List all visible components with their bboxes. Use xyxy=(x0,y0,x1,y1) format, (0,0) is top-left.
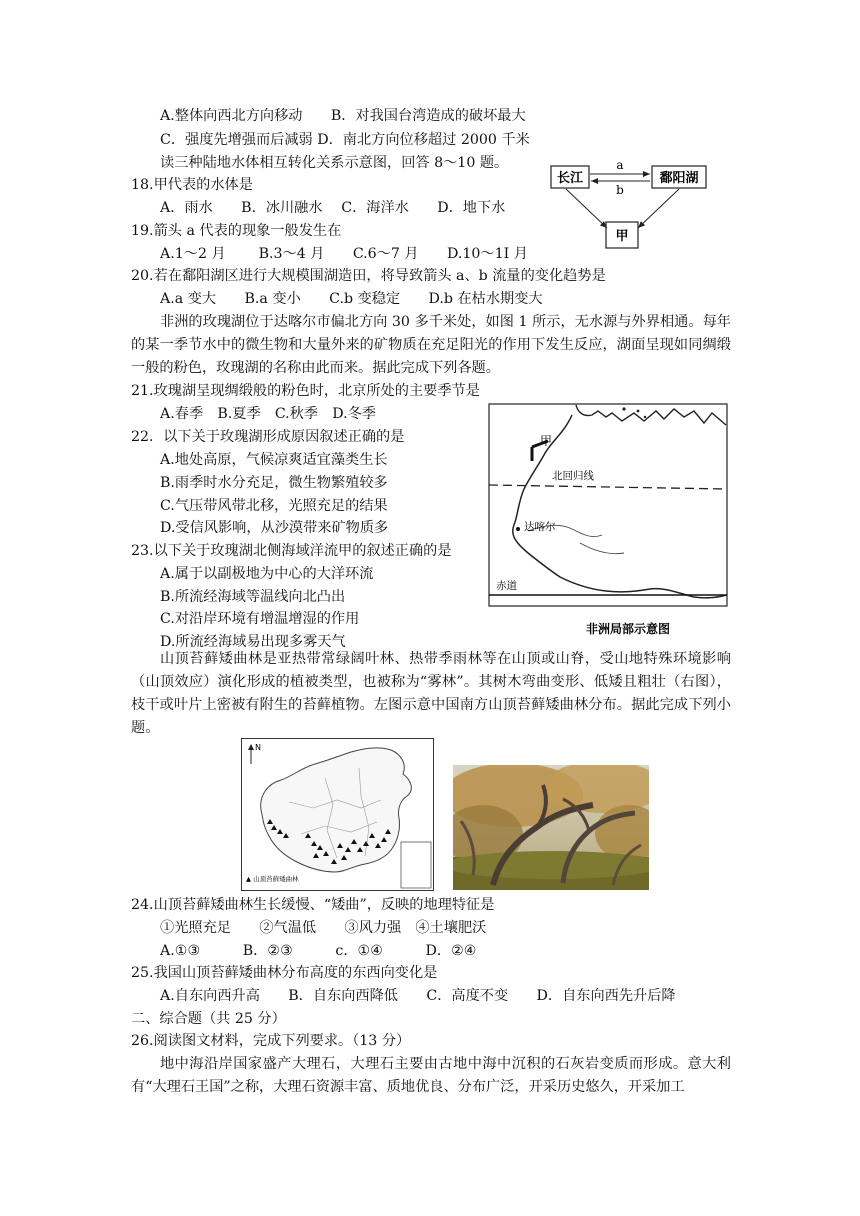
q26-stem: 26.阅读图文材料，完成下列要求。（13 分） xyxy=(131,1033,411,1049)
arrow-jia-right xyxy=(638,189,679,228)
africa-partial-map xyxy=(488,403,728,641)
north-arrow-label: N xyxy=(255,743,261,752)
q17-options-line1: A.整体向西北方向移动 B．对我国台湾造成的破坏最大 xyxy=(160,108,526,124)
q25-options: A.自东向西升高 B．自东向西降低 C．高度不变 D．自东向西先升后降 xyxy=(160,988,676,1004)
q23-option-d: D.所流经海域易出现多雾天气 xyxy=(160,634,346,650)
q24-choices: ①光照充足 ②气温低 ③风力强 ④土壤肥沃 xyxy=(160,920,487,936)
q23-option-a: A.属于以副极地为中心的大洋环流 xyxy=(160,566,374,582)
q22-option-b: B.雨季时水分充足，微生物繁殖较多 xyxy=(160,475,388,491)
label-jia: 甲 xyxy=(615,229,629,244)
africa-map-caption: 非洲局部示意图 xyxy=(585,622,671,636)
map-frame xyxy=(489,404,727,606)
dakar-label: 达喀尔 xyxy=(524,521,556,533)
label-arrow-a: a xyxy=(616,158,624,172)
label-yangtze: 长江 xyxy=(556,171,584,186)
q22-option-d: D.受信风影响，从沙漠带来矿物质多 xyxy=(160,520,389,536)
equator-label: 赤道 xyxy=(496,580,517,592)
q19-stem: 19.箭头 a 代表的现象一般发生在 xyxy=(131,223,342,239)
q18-options: A．雨水 B．冰川融水 C．海洋水 D．地下水 xyxy=(160,200,506,216)
china-map-legend: ▲ 山顶苔藓矮曲林 xyxy=(246,875,299,883)
current-jia-label: 甲 xyxy=(540,434,553,448)
q22-stem: 22．以下关于玫瑰湖形成原因叙述正确的是 xyxy=(131,429,405,445)
q23-option-b: B.所流经海域等温线向北凸出 xyxy=(160,589,346,605)
q24-stem: 24.山顶苔藓矮曲林生长缓慢、“矮曲”，反映的地理特征是 xyxy=(131,897,495,913)
q23-option-c: C.对沿岸环境有增温增湿的作用 xyxy=(160,611,360,627)
q26-paragraph: 地中海沿岸国家盛产大理石，大理石主要由古地中海中沉积的石灰岩变质而形成。意大利有“大理石王国”之称，大理石资源丰富、质地优良、分布广泛，开采历史悠久，开采加工 xyxy=(131,1056,731,1095)
q20-options: A.a 变大 B.a 变小 C.b 变稳定 D.b 在枯水期变大 xyxy=(160,291,543,307)
q25-stem: 25.我国山顶苔藓矮曲林分布高度的东西向变化是 xyxy=(131,965,438,981)
label-arrow-b: b xyxy=(616,183,624,197)
q21-stem: 21.玫瑰湖呈现绸缎般的粉色时，北京所处的主要季节是 xyxy=(131,383,480,399)
q19-options: A.1～2 月 B.3～4 月 C.6～7 月 D.10～1I 月 xyxy=(160,246,528,262)
south-china-sea-inset xyxy=(401,842,431,888)
water-conversion-diagram xyxy=(546,156,710,254)
intro-8-10: 读三种陆地水体相互转化关系示意图，回答 8～10 题。 xyxy=(160,155,509,171)
rose-lake-paragraph: 非洲的玫瑰湖位于达喀尔市偏北方向 30 多千米处，如图 1 所示，无水源与外界相通。每年的某一季节水中的微生物和大量外来的矿物质在充足阳光的作用下发生反应，湖面呈现如同绸缎一般的粉色，玫瑰湖的名称由此而来。据此完成下列各题。 xyxy=(131,314,731,376)
arrow-jia-left xyxy=(566,189,607,228)
section-2-heading: 二、综合题（共 25 分） xyxy=(131,1011,286,1027)
q22-option-c: C.气压带风带北移，光照充足的结果 xyxy=(160,498,388,514)
q22-option-a: A.地处高原，气候凉爽适宜藻类生长 xyxy=(160,452,388,468)
q17-options-line2: C．强度先增强而后减弱 D．南北方向位移超过 2000 千米 xyxy=(160,132,530,148)
q24-options: A.①③ B．②③ c．①④ D．②④ xyxy=(160,943,477,959)
q21-options: A.春季 B.夏季 C.秋季 D.冬季 xyxy=(160,406,376,422)
label-poyang: 鄱阳湖 xyxy=(659,171,699,186)
tropic-label: 北回归线 xyxy=(552,470,594,482)
q20-stem: 20.若在鄱阳湖区进行大规模围湖造田，将导致箭头 a、b 流量的变化趋势是 xyxy=(131,268,606,284)
cloud-forest-photo xyxy=(453,765,649,890)
china-cloud-forest-map xyxy=(241,738,434,891)
q18-stem: 18.甲代表的水体是 xyxy=(131,177,253,193)
q23-stem: 23.以下关于玫瑰湖北侧海域洋流甲的叙述正确的是 xyxy=(131,543,452,559)
dakar-dot xyxy=(516,527,520,531)
cloud-forest-paragraph: 山顶苔藓矮曲林是亚热带常绿阔叶林、热带季雨林等在山顶或山脊，受山地特殊环境影响（山顶效应）演化形成的植被类型，也被称为“雾林”。其树木弯曲变形、低矮且粗壮（右图），枝干或叶片上密被有附生的苔藓植物。左图示意中国南方山顶苔藓矮曲林分布。据此完成下列小题。 xyxy=(131,651,731,736)
